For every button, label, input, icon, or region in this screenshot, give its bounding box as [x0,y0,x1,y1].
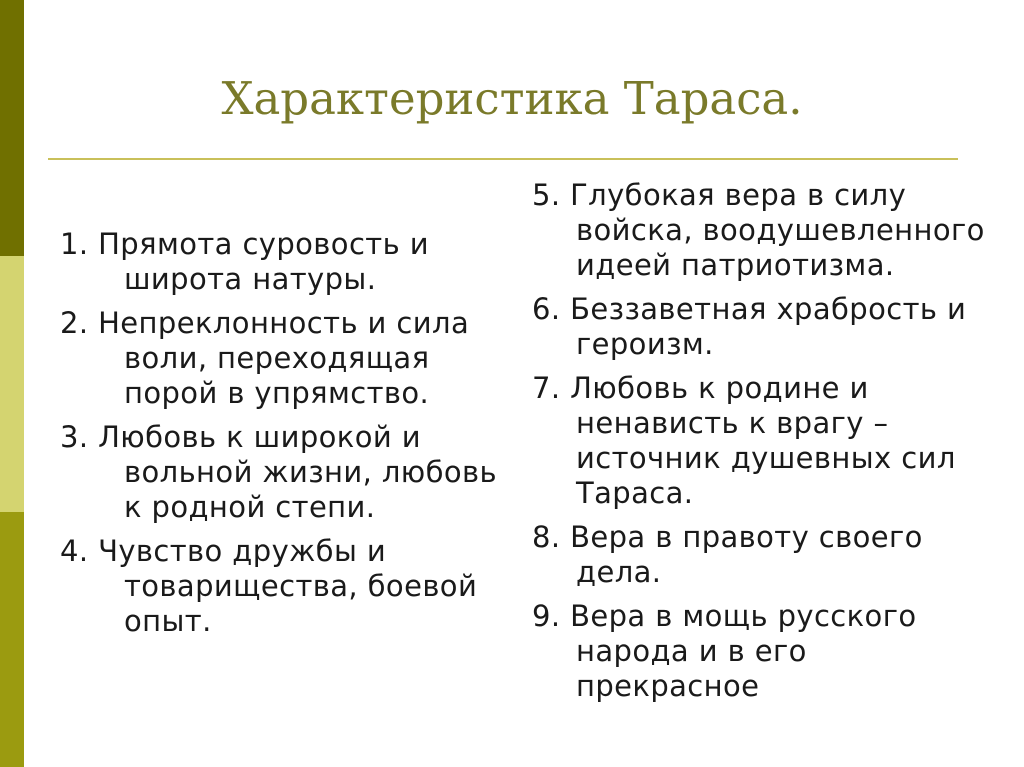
slide-title: Характеристика Тараса. [221,72,803,125]
side-bar-segment-middle [0,256,24,512]
list-item-4: 4. Чувство дружбы и товарищества, боевой опыт. [60,534,478,638]
right-list [532,178,992,713]
list-item-3: 3. Любовь к широкой и вольной жизни, любовь к родной степи. [60,420,498,524]
list-item-8: 8. Вера в правоту своего дела. [532,520,923,589]
side-bar-segment-top [0,0,24,256]
list-item-6: 6. Беззаветная храбрость и героизм. [532,292,967,361]
list-item-9: 9. Вера в мощь русского народа и в его прекрасное [532,599,917,703]
list-item-2: 2. Непреклонность и сила воли, переходящая порой в упрямство. [60,306,470,410]
left-list [60,227,500,648]
list-item-5: 5. Глубокая вера в силу войска, воодушевленного идеей патриотизма. [532,178,985,282]
side-bar-segment-bottom [0,512,24,767]
list-item-7: 7. Любовь к родине и ненависть к врагу – источник душевных сил Тараса. [532,371,956,510]
title-divider [48,158,958,160]
list-item-1: 1. Прямота суровость и широта натуры. [60,227,429,296]
